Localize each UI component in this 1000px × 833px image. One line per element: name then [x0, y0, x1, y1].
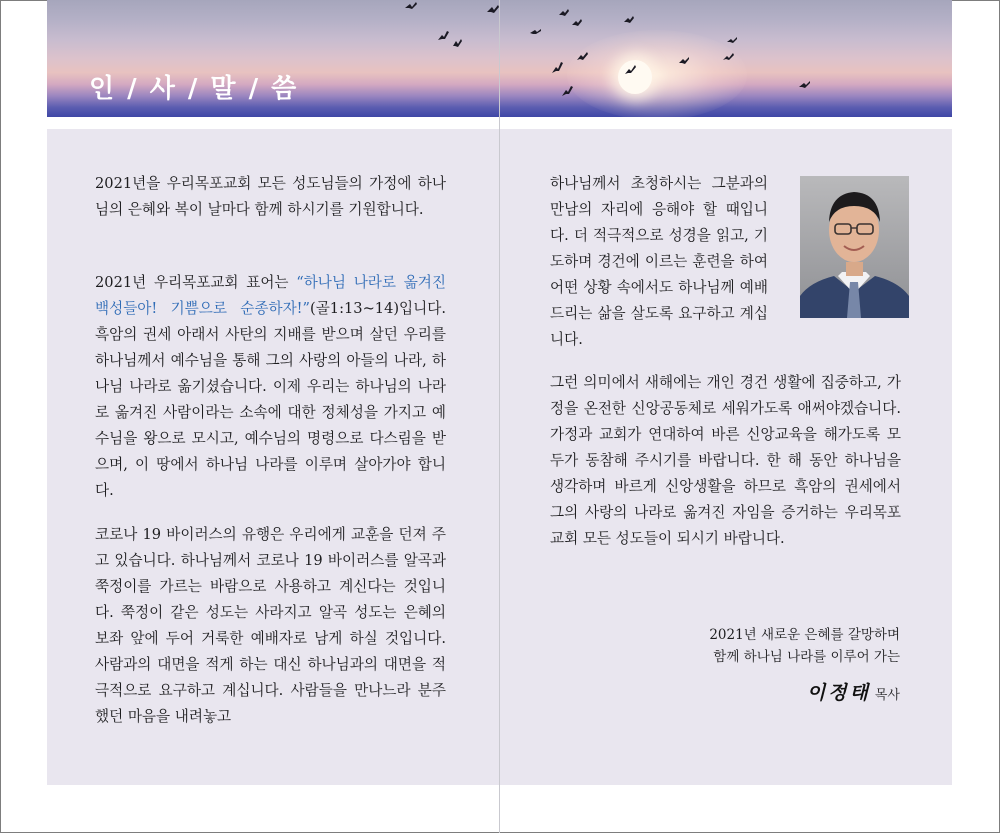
greeting-paragraph: 2021년을 우리목포교회 모든 성도님들의 가정에 하나님의 은혜와 복이 날마다 함께 하시기를 기원합니다.	[95, 175, 446, 218]
motto-paragraph	[95, 270, 446, 504]
closing-line-1: 2021년 새로운 은혜를 갈망하며	[709, 627, 900, 643]
closing-line-2: 함께 하나님 나라를 이루어 가는	[713, 649, 900, 665]
closing-remarks	[620, 624, 900, 668]
covid-paragraph: 코로나 19 바이러스의 유행은 우리에게 교훈을 던져 주고 있습니다. 하나님께서 코로나 19 바이러스를 알곡과 쭉정이를 가르는 바람으로 사용하고 계신다는 것입니다. 쭉정이 같은 성도는 사라지고 알곡 성도는 은혜의 보좌 앞에 두어 거룩한 예배자로 남게 하실 것입니다. 사람과의 대면을 적게 하는 대신 하나님과의 대면을 적극적으로 요구하고 계십니다. 사람들을 만나느라 분주했던 마음을 내려놓고	[95, 526, 446, 725]
invitation-paragraph: 하나님께서 초청하시는 그분과의 만남의 자리에 응해야 할 때입니다. 더 적극적으로 성경을 읽고, 기도하며 경건에 이르는 훈련을 하여 어떤 상황 속에서도 하나님께 예배드리는 삶을 살도록 요구하고 계십니다.	[550, 175, 768, 348]
motto-intro-text: 2021년 우리목포교회 표어는	[95, 274, 297, 291]
pastor-photo	[800, 176, 909, 318]
new-year-paragraph: 그런 의미에서 새해에는 개인 경건 생활에 집중하고, 가정을 온전한 신앙공동체로 세워가도록 애써야겠습니다. 가정과 교회가 연대하여 바른 신앙교육을 해가도록 모두가 동참해 주시기를 바랍니다. 한 해 동안 하나님을 생각하며 바르게 신앙생활을 하므로 흑암의 권세에서 그의 사랑의 나라로 옮겨진 자임을 증거하는 우리목포교회 모든 성도들이 되시기 바랍니다.	[550, 374, 901, 547]
pastor-signature: 이정태	[806, 682, 871, 704]
pastor-title: 목사	[874, 688, 900, 703]
motto-highlight: “하나님 나라로 옮겨진 백성들아! 기쁨으로 순종하자!”	[95, 274, 446, 317]
signature-line	[700, 678, 900, 705]
motto-body-text: (골1:13~14)입니다. 흑암의 권세 아래서 사탄의 지배를 받으며 살던 우리를 하나님께서 예수님을 통해 그의 사랑의 아들의 나라, 하나님 나라로 옮기셨습니다. 이제 우리는 하나님의 나라로 옮겨진 사람이라는 소속에 대한 정체성을 가지고 예수님을 왕으로 모시고, 예수님의 명령으로 다스림을 받으며, 이 땅에서 하나님 나라를 이루며 살아가야 합니다.	[95, 300, 446, 499]
bird-flock	[405, 2, 810, 96]
page-title: 인 / 사 / 말 / 씀	[89, 74, 299, 104]
